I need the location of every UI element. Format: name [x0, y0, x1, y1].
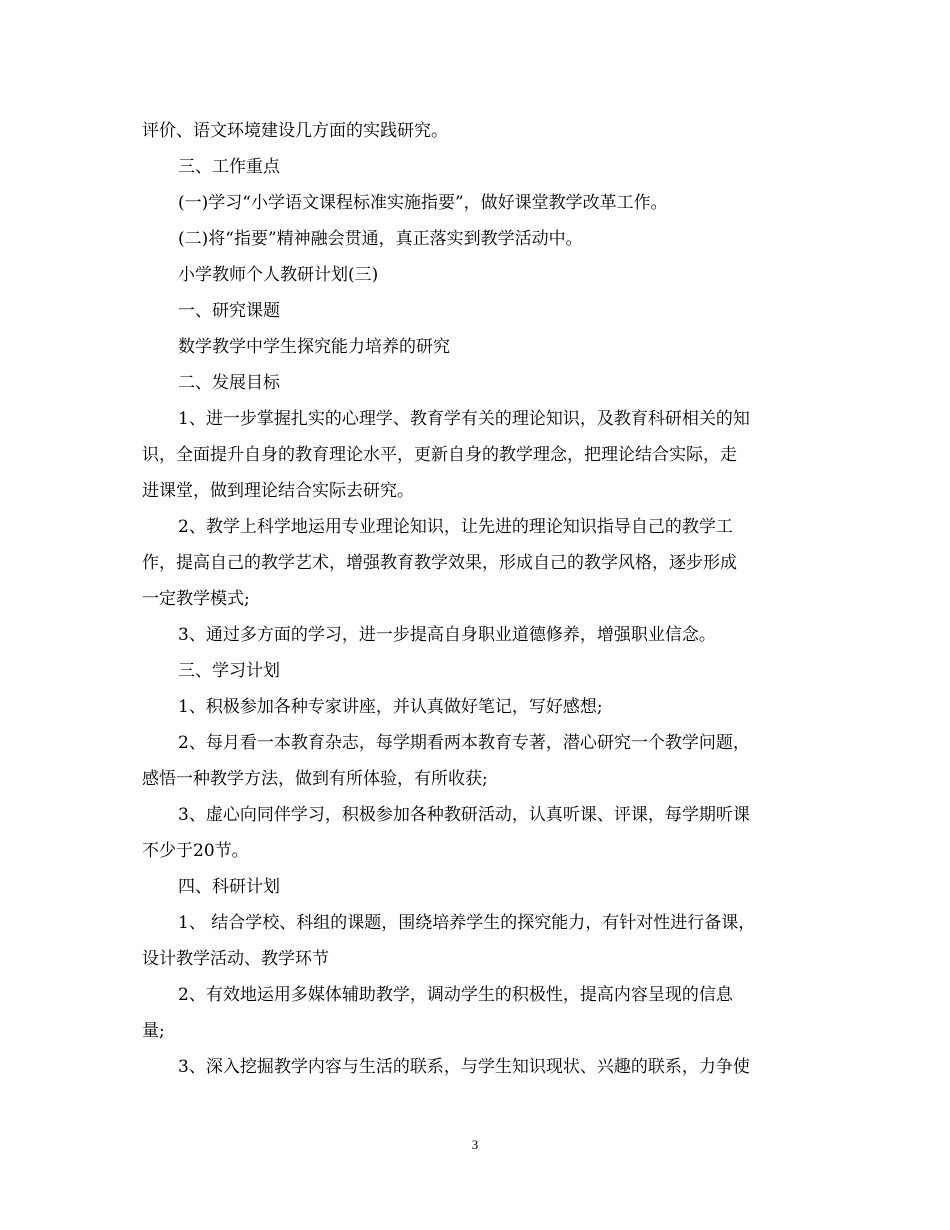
section-heading: 二、发展目标 [178, 373, 280, 393]
section-heading: 一、研究课题 [178, 301, 280, 321]
text-line: 3、深入挖掘教学内容与生活的联系，与学生知识现状、兴趣的联系，力争使 [178, 1057, 750, 1077]
section-heading: 四、科研计划 [178, 877, 280, 897]
section-heading: 三、学习计划 [178, 661, 280, 681]
text-line: 不少于20节。 [142, 841, 249, 861]
text-line: (一)学习“小学语文课程标准实施指要”，做好课堂教学改革工作。 [178, 193, 668, 213]
text-line: 数学教学中学生探究能力培养的研究 [178, 337, 450, 357]
text-line: 一定教学模式; [142, 589, 250, 609]
text-line: 感悟一种教学方法，做到有所体验，有所收获; [142, 769, 488, 789]
text-line: 1、积极参加各种专家讲座，并认真做好笔记，写好感想; [178, 697, 603, 717]
text-line: 2、每月看一本教育杂志，每学期看两本教育专著，潜心研究一个教学问题， [178, 733, 750, 753]
page-number: 3 [471, 1137, 479, 1152]
text-line: 评价、语文环境建设几方面的实践研究。 [142, 121, 448, 141]
document-subtitle: 小学教师个人教研计划(三) [178, 265, 379, 285]
text-line: 3、通过多方面的学习，进一步提高自身职业道德修养，增强职业信念。 [178, 625, 716, 645]
section-heading: 三、工作重点 [178, 157, 280, 177]
text-line: 识，全面提升自身的教育理论水平，更新自身的教学理念，把理论结合实际，走 [142, 445, 737, 465]
text-line: (二)将“指要”精神融会贯通，真正落实到教学活动中。 [178, 229, 583, 249]
text-line: 2、有效地运用多媒体辅助教学，调动学生的积极性，提高内容呈现的信息 [178, 985, 733, 1005]
text-line: 设计教学活动、教学环节 [142, 949, 329, 969]
text-line: 2、教学上科学地运用专业理论知识，让先进的理论知识指导自己的教学工 [178, 517, 733, 537]
text-line: 量; [142, 1021, 165, 1041]
text-line: 1、 结合学校、科组的课题，围绕培养学生的探究能力，有针对性进行备课， [178, 913, 756, 933]
text-line: 进课堂，做到理论结合实际去研究。 [142, 481, 414, 501]
text-line: 3、虚心向同伴学习，积极参加各种教研活动，认真听课、评课，每学期听课 [178, 805, 750, 825]
text-line: 1、进一步掌握扎实的心理学、教育学有关的理论知识，及教育科研相关的知 [178, 409, 750, 429]
text-line: 作，提高自己的教学艺术，增强教育教学效果，形成自己的教学风格，逐步形成 [142, 553, 737, 573]
